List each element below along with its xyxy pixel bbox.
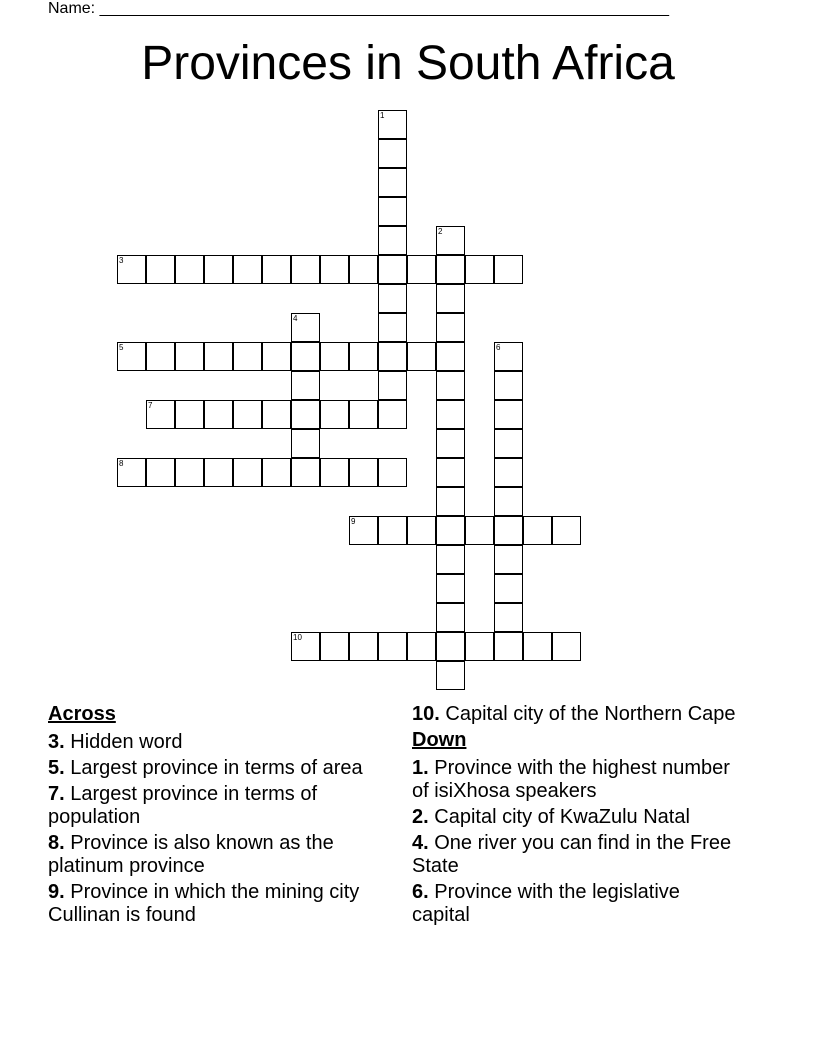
grid-cell[interactable] <box>291 371 320 400</box>
grid-cell[interactable] <box>378 197 407 226</box>
clue-number: 8. <box>48 832 65 854</box>
grid-cell[interactable] <box>494 603 523 632</box>
grid-cell[interactable] <box>436 371 465 400</box>
clue-number: 3. <box>48 731 65 753</box>
grid-cell[interactable] <box>262 400 291 429</box>
grid-cell[interactable] <box>494 371 523 400</box>
grid-cell[interactable] <box>320 632 349 661</box>
cell-number: 6 <box>496 343 501 352</box>
grid-cell[interactable] <box>494 487 523 516</box>
cell-number: 4 <box>293 314 298 323</box>
grid-cell[interactable] <box>552 516 581 545</box>
clue-text: Province in which the mining city Cullinan is found <box>48 881 360 926</box>
grid-cell[interactable] <box>349 255 378 284</box>
grid-cell[interactable] <box>465 516 494 545</box>
grid-cell[interactable] <box>436 603 465 632</box>
cell-number: 1 <box>380 111 385 120</box>
page-title: Provinces in South Africa <box>141 37 675 90</box>
grid-cell[interactable] <box>436 400 465 429</box>
grid-cell[interactable] <box>262 255 291 284</box>
grid-cell[interactable] <box>117 255 146 284</box>
down-clue-2 <box>412 806 742 829</box>
grid-cell[interactable] <box>407 516 436 545</box>
grid-cell[interactable] <box>349 458 378 487</box>
grid-cell[interactable] <box>233 255 262 284</box>
grid-cell[interactable] <box>378 371 407 400</box>
grid-cell[interactable] <box>494 545 523 574</box>
grid-cell[interactable] <box>320 255 349 284</box>
cell-number: 5 <box>119 343 124 352</box>
grid-cell[interactable] <box>291 632 320 661</box>
grid-cell[interactable] <box>175 458 204 487</box>
grid-cell[interactable] <box>407 632 436 661</box>
grid-cell[interactable] <box>494 255 523 284</box>
grid-cell[interactable] <box>436 632 465 661</box>
clue-number: 1. <box>412 757 429 779</box>
grid-cell[interactable] <box>349 342 378 371</box>
grid-cell[interactable] <box>175 400 204 429</box>
grid-cell[interactable] <box>436 458 465 487</box>
grid-cell[interactable] <box>320 400 349 429</box>
clues-column-right <box>412 703 742 930</box>
across-clue-8 <box>48 832 378 878</box>
grid-cell[interactable] <box>204 255 233 284</box>
down-clue-6 <box>412 881 742 927</box>
grid-cell[interactable] <box>407 255 436 284</box>
grid-cell[interactable] <box>349 632 378 661</box>
clues-column-left <box>48 703 378 930</box>
grid-cell[interactable] <box>465 255 494 284</box>
grid-cell[interactable] <box>320 458 349 487</box>
grid-cell[interactable] <box>494 400 523 429</box>
down-heading: Down <box>412 729 467 751</box>
grid-cell[interactable] <box>175 255 204 284</box>
grid-cell[interactable] <box>523 516 552 545</box>
clue-text: Largest province in terms of population <box>48 783 318 828</box>
across-clue-10 <box>412 703 742 726</box>
grid-cell[interactable] <box>291 400 320 429</box>
grid-cell[interactable] <box>407 342 436 371</box>
grid-cell[interactable] <box>378 632 407 661</box>
grid-cell[interactable] <box>117 342 146 371</box>
grid-cell[interactable] <box>233 400 262 429</box>
clue-text: Largest province in terms of area <box>70 757 363 779</box>
grid-cell[interactable] <box>523 632 552 661</box>
grid-cell[interactable] <box>494 632 523 661</box>
grid-cell[interactable] <box>436 342 465 371</box>
grid-cell[interactable] <box>552 632 581 661</box>
grid-cell[interactable] <box>204 458 233 487</box>
grid-cell[interactable] <box>436 255 465 284</box>
clue-text: Province is also known as the platinum province <box>48 832 334 877</box>
grid-cell[interactable] <box>378 255 407 284</box>
grid-cell[interactable] <box>436 226 465 255</box>
grid-cell[interactable] <box>494 342 523 371</box>
clue-number: 4. <box>412 832 429 854</box>
across-clue-5 <box>48 757 378 780</box>
grid-cell[interactable] <box>291 313 320 342</box>
grid-cell[interactable] <box>204 400 233 429</box>
clue-number: 7. <box>48 783 65 805</box>
grid-cell[interactable] <box>262 458 291 487</box>
grid-cell[interactable] <box>204 342 233 371</box>
grid-cell[interactable] <box>262 342 291 371</box>
clue-number: 10. <box>412 703 440 725</box>
grid-cell[interactable] <box>291 458 320 487</box>
grid-cell[interactable] <box>320 342 349 371</box>
grid-cell[interactable] <box>146 458 175 487</box>
down-clue-1 <box>412 757 742 803</box>
clue-number: 9. <box>48 881 65 903</box>
grid-cell[interactable] <box>349 516 378 545</box>
grid-cell[interactable] <box>436 429 465 458</box>
clue-text: Capital city of KwaZulu Natal <box>434 806 690 828</box>
grid-cell[interactable] <box>378 458 407 487</box>
down-clue-4 <box>412 832 742 878</box>
grid-cell[interactable] <box>146 342 175 371</box>
grid-cell[interactable] <box>146 255 175 284</box>
grid-cell[interactable] <box>436 661 465 690</box>
grid-cell[interactable] <box>233 342 262 371</box>
grid-cell[interactable] <box>494 574 523 603</box>
across-clue-7 <box>48 783 378 829</box>
across-heading: Across <box>48 703 116 725</box>
clue-text: Hidden word <box>70 731 183 753</box>
grid-cell[interactable] <box>291 342 320 371</box>
grid-cell[interactable] <box>436 284 465 313</box>
grid-cell[interactable] <box>378 313 407 342</box>
grid-cell[interactable] <box>378 110 407 139</box>
grid-cell[interactable] <box>436 516 465 545</box>
grid-cell[interactable] <box>378 342 407 371</box>
cell-number: 10 <box>293 633 302 642</box>
clue-number: 5. <box>48 757 65 779</box>
grid-cell[interactable] <box>494 458 523 487</box>
grid-cell[interactable] <box>436 574 465 603</box>
grid-cell[interactable] <box>378 226 407 255</box>
grid-cell[interactable] <box>465 632 494 661</box>
cell-number: 8 <box>119 459 124 468</box>
grid-cell[interactable] <box>291 255 320 284</box>
name-field[interactable]: Name: ________________________________________________________________ <box>48 0 670 17</box>
grid-cell[interactable] <box>378 139 407 168</box>
grid-cell[interactable] <box>494 429 523 458</box>
grid-cell[interactable] <box>378 516 407 545</box>
clue-text: Province with the highest number of isiXhosa speakers <box>412 757 730 802</box>
cell-number: 7 <box>148 401 153 410</box>
grid-cell[interactable] <box>494 516 523 545</box>
clue-text: Capital city of the Northern Cape <box>445 703 736 725</box>
grid-cell[interactable] <box>378 284 407 313</box>
grid-cell[interactable] <box>146 400 175 429</box>
clue-number: 6. <box>412 881 429 903</box>
grid-cell[interactable] <box>436 487 465 516</box>
clue-text: Province with the legislative capital <box>412 881 680 926</box>
clue-text: One river you can find in the Free State <box>412 832 732 877</box>
across-clue-3 <box>48 731 378 754</box>
grid-cell[interactable] <box>378 168 407 197</box>
cell-number: 9 <box>351 517 356 526</box>
grid-cell[interactable] <box>175 342 204 371</box>
grid-cell[interactable] <box>291 429 320 458</box>
grid-cell[interactable] <box>436 313 465 342</box>
grid-cell[interactable] <box>233 458 262 487</box>
grid-cell[interactable] <box>378 400 407 429</box>
grid-cell[interactable] <box>117 458 146 487</box>
clue-number: 2. <box>412 806 429 828</box>
grid-cell[interactable] <box>349 400 378 429</box>
cell-number: 2 <box>438 227 443 236</box>
across-clue-9 <box>48 881 378 927</box>
grid-cell[interactable] <box>436 545 465 574</box>
cell-number: 3 <box>119 256 124 265</box>
